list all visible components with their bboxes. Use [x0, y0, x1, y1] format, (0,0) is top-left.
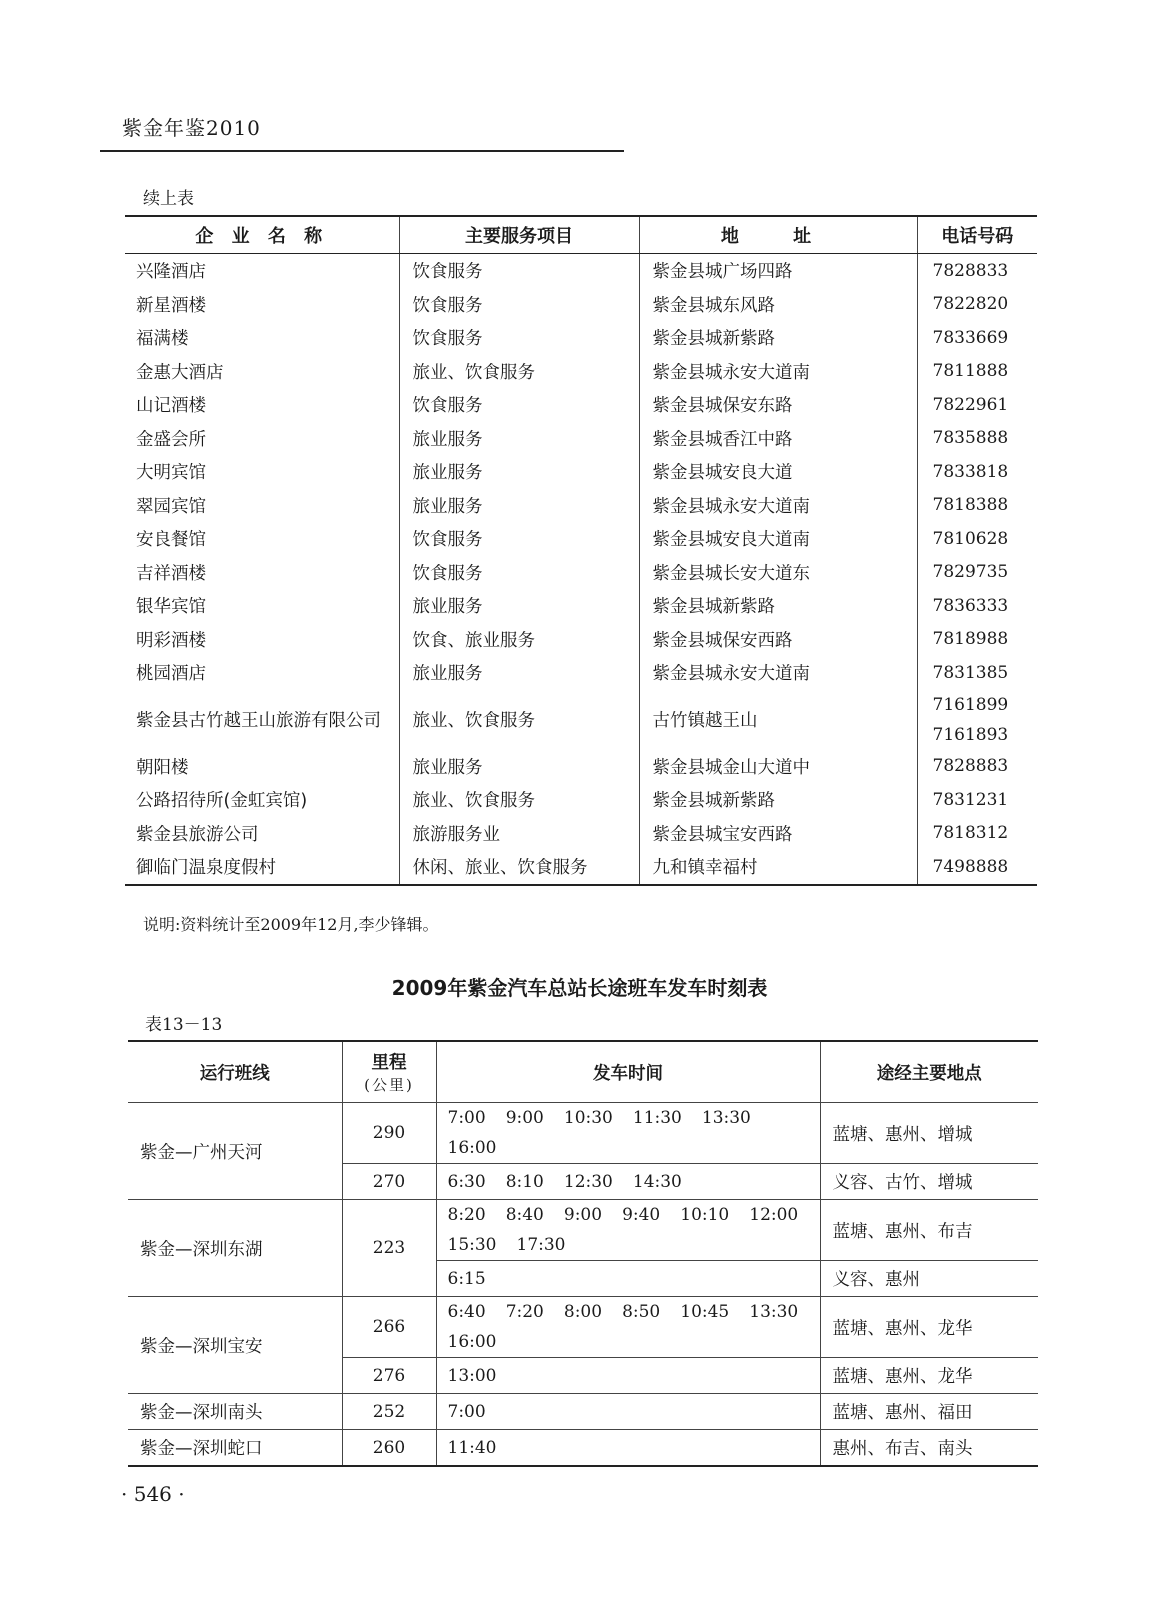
- departure-time: 16:00: [447, 1138, 497, 1158]
- phone-number: 7161893: [932, 724, 1009, 745]
- departure-time: 9:00: [505, 1108, 544, 1128]
- departure-time: 13:30: [749, 1302, 799, 1322]
- departure-time: 7:00: [447, 1401, 486, 1422]
- via-stops: 义容、惠州: [820, 1261, 1038, 1297]
- departure-times: [436, 1358, 820, 1394]
- departure-time: 10:10: [680, 1205, 730, 1225]
- running-head: 紫金年鉴2010: [122, 116, 261, 140]
- departure-times: [436, 1261, 820, 1297]
- departure-time: 6:30: [447, 1171, 486, 1192]
- departure-time: 8:10: [505, 1171, 544, 1192]
- service-item: 饮食服务: [399, 556, 639, 590]
- departure-time: 7:20: [505, 1302, 544, 1322]
- departure-times: [436, 1297, 820, 1358]
- address: 紫金县城新紫路: [639, 783, 917, 817]
- address: 紫金县城保安东路: [639, 388, 917, 422]
- departure-times: [436, 1200, 820, 1261]
- enterprise-name: 紫金县旅游公司: [136, 824, 259, 845]
- time-line: [448, 1397, 820, 1427]
- phone-cell: [917, 850, 1037, 885]
- address: 九和镇幸福村: [639, 850, 917, 885]
- address: 紫金县城金山大道中: [639, 750, 917, 784]
- phone-number: 7831385: [932, 662, 1009, 683]
- enterprise-name: 翠园宾馆: [136, 496, 206, 517]
- col-header-name: 企 业 名 称: [125, 216, 399, 254]
- route-name: 紫金—深圳蛇口: [128, 1430, 342, 1467]
- address: 紫金县城香江中路: [639, 422, 917, 456]
- address: 紫金县城新紫路: [639, 589, 917, 623]
- address: 紫金县城永安大道南: [639, 656, 917, 690]
- phone-number: 7811888: [932, 361, 1009, 382]
- address: 紫金县城广场四路: [639, 254, 917, 288]
- address: 紫金县城保安西路: [639, 623, 917, 657]
- table-row: [125, 656, 1037, 690]
- departure-time: 11:30: [632, 1108, 682, 1128]
- enterprise-name: 朝阳楼: [136, 757, 189, 778]
- departure-time: 6:40: [447, 1302, 486, 1322]
- phone-cell: [917, 321, 1037, 355]
- route-name: 紫金—深圳东湖: [128, 1200, 342, 1297]
- phone-cell: [917, 254, 1037, 288]
- table-row: [125, 556, 1037, 590]
- phone-cell: [917, 422, 1037, 456]
- table-row: [125, 522, 1037, 556]
- enterprise-name: 福满楼: [136, 329, 189, 350]
- departure-times: [436, 1394, 820, 1430]
- phone-cell: [917, 455, 1037, 489]
- service-item: 旅业、饮食服务: [399, 783, 639, 817]
- service-item: 休闲、旅业、饮食服务: [399, 850, 639, 885]
- phone-number: 7835888: [932, 428, 1009, 449]
- table-row: [125, 288, 1037, 322]
- header-rule: [100, 150, 624, 152]
- phone-number: 7833669: [932, 327, 1009, 348]
- phone-cell: [917, 355, 1037, 389]
- service-item: 旅业、饮食服务: [399, 355, 639, 389]
- schedule-row: [128, 1430, 1038, 1467]
- col-header-service: 主要服务项目: [399, 216, 639, 254]
- phone-cell: [917, 750, 1037, 784]
- enterprise-name: 银华宾馆: [136, 597, 206, 618]
- via-stops: 蓝塘、惠州、增城: [820, 1103, 1038, 1164]
- service-item: 旅业服务: [399, 656, 639, 690]
- phone-number: 7818312: [932, 823, 1009, 844]
- via-stops: 蓝塘、惠州、龙华: [820, 1358, 1038, 1394]
- phone-cell: [917, 690, 1037, 750]
- enterprise-name: 御临门温泉度假村: [125, 850, 399, 885]
- service-item: 旅业服务: [399, 589, 639, 623]
- departure-time: 7:00: [447, 1108, 486, 1128]
- table-number: 表13－13: [145, 1015, 223, 1035]
- departure-times: [436, 1430, 820, 1467]
- address: 紫金县城安良大道南: [639, 522, 917, 556]
- schedule-header-row: [128, 1041, 1038, 1103]
- table-header-row: [125, 216, 1037, 254]
- phone-number: 7836333: [932, 595, 1009, 616]
- schedule-row: [128, 1297, 1038, 1358]
- table-row: [125, 489, 1037, 523]
- via-stops: 蓝塘、惠州、福田: [820, 1394, 1038, 1430]
- enterprise-table-body: [125, 254, 1037, 885]
- service-item: 饮食、旅业服务: [399, 623, 639, 657]
- departure-time: 17:30: [516, 1235, 566, 1255]
- via-stops: 蓝塘、惠州、龙华: [820, 1297, 1038, 1358]
- table-row: [125, 422, 1037, 456]
- time-line: [448, 1297, 820, 1327]
- departure-time: 11:40: [447, 1437, 497, 1458]
- phone-cell: [917, 522, 1037, 556]
- enterprise-name: 明彩酒楼: [136, 630, 206, 651]
- distance: 290: [342, 1103, 436, 1164]
- departure-time: 13:00: [447, 1365, 497, 1386]
- address: 紫金县城东风路: [639, 288, 917, 322]
- address: 紫金县城新紫路: [639, 321, 917, 355]
- departure-time: 10:45: [680, 1302, 730, 1322]
- distance: 252: [342, 1394, 436, 1430]
- continued-label: 续上表: [143, 189, 194, 209]
- time-line: [448, 1230, 820, 1260]
- distance: 270: [342, 1164, 436, 1200]
- table-row: [125, 817, 1037, 851]
- route-name: 紫金—深圳南头: [128, 1394, 342, 1430]
- departure-time: 6:15: [447, 1268, 486, 1289]
- page-number: · 546 ·: [121, 1482, 185, 1506]
- address: 紫金县城长安大道东: [639, 556, 917, 590]
- col-header-times: 发车时间: [436, 1041, 820, 1103]
- departure-time: 9:00: [563, 1205, 603, 1225]
- address: 紫金县城永安大道南: [639, 489, 917, 523]
- schedule-title: 2009年紫金汽车总站长途班车发车时刻表: [391, 976, 768, 1000]
- departure-time: 8:20: [447, 1205, 486, 1225]
- distance-label: 里程: [371, 1053, 407, 1073]
- time-line: [448, 1327, 820, 1357]
- via-stops: 惠州、布吉、南头: [820, 1430, 1038, 1467]
- service-item: 饮食服务: [399, 522, 639, 556]
- table-note: 说明:资料统计至2009年12月,李少锋辑。: [143, 915, 439, 934]
- departure-time: 8:00: [563, 1302, 603, 1322]
- distance: 276: [342, 1358, 436, 1394]
- col-header-address: 地 址: [639, 216, 917, 254]
- phone-number: 7818388: [932, 495, 1009, 516]
- enterprise-name: 兴隆酒店: [136, 262, 206, 283]
- table-row: [125, 388, 1037, 422]
- time-line: [448, 1264, 820, 1294]
- phone-cell: [917, 388, 1037, 422]
- phone-cell: [917, 656, 1037, 690]
- table-row: [125, 321, 1037, 355]
- departure-time: 14:30: [632, 1171, 682, 1192]
- phone-number: 7833818: [932, 461, 1009, 482]
- departure-time: 15:30: [447, 1235, 497, 1255]
- departure-time: 16:00: [447, 1332, 497, 1352]
- time-line: [448, 1167, 820, 1197]
- address: 紫金县城宝安西路: [639, 817, 917, 851]
- table-row: [125, 690, 1037, 750]
- phone-number: 7498888: [932, 856, 1009, 877]
- service-item: 旅业服务: [399, 489, 639, 523]
- time-line: [448, 1433, 820, 1463]
- distance: 260: [342, 1430, 436, 1467]
- enterprise-name: 山记酒楼: [136, 396, 206, 417]
- phone-number: 7828833: [932, 260, 1009, 281]
- col-header-distance: [342, 1041, 436, 1103]
- service-item: 饮食服务: [399, 388, 639, 422]
- table-row: [125, 783, 1037, 817]
- enterprise-name: 金惠大酒店: [136, 362, 224, 383]
- enterprise-name: 桃园酒店: [136, 664, 206, 685]
- distance-unit: (公里): [364, 1076, 414, 1094]
- col-header-via: 途经主要地点: [820, 1041, 1038, 1103]
- time-line: [448, 1361, 820, 1391]
- departure-time: 8:40: [505, 1205, 544, 1225]
- enterprise-name: 吉祥酒楼: [136, 563, 206, 584]
- phone-cell: [917, 489, 1037, 523]
- departure-time: 13:30: [701, 1108, 751, 1128]
- service-item: 饮食服务: [399, 288, 639, 322]
- phone-cell: [917, 288, 1037, 322]
- address: 紫金县城安良大道: [639, 455, 917, 489]
- route-name: 紫金—深圳宝安: [128, 1297, 342, 1394]
- service-item: 饮食服务: [399, 321, 639, 355]
- service-item: 旅业服务: [399, 455, 639, 489]
- departure-time: 9:40: [622, 1205, 661, 1225]
- phone-cell: [917, 817, 1037, 851]
- phone-cell: [917, 783, 1037, 817]
- service-item: 旅游服务业: [399, 817, 639, 851]
- service-item: 旅业、饮食服务: [399, 690, 639, 750]
- departure-time: 12:00: [749, 1205, 799, 1225]
- enterprise-name: 大明宾馆: [136, 463, 206, 484]
- table-row: [125, 750, 1037, 784]
- table-row: [125, 455, 1037, 489]
- col-header-route: 运行班线: [128, 1041, 342, 1103]
- phone-number: 7818988: [932, 629, 1009, 650]
- schedule-table-body: [128, 1103, 1038, 1467]
- service-item: 旅业服务: [399, 750, 639, 784]
- distance: 266: [342, 1297, 436, 1358]
- service-item: 旅业服务: [399, 422, 639, 456]
- schedule-row: [128, 1394, 1038, 1430]
- schedule-row: [128, 1103, 1038, 1164]
- phone-number: 7831231: [932, 789, 1009, 810]
- schedule-row: [128, 1200, 1038, 1261]
- departure-times: [436, 1164, 820, 1200]
- phone-cell: [917, 589, 1037, 623]
- enterprise-table: [125, 215, 1037, 886]
- departure-time: 8:50: [622, 1302, 661, 1322]
- phone-number: 7161899: [932, 694, 1009, 715]
- table-row: [125, 355, 1037, 389]
- departure-time: 12:30: [563, 1171, 613, 1192]
- table-row: [125, 254, 1037, 288]
- enterprise-name: 公路招待所(金虹宾馆): [136, 791, 308, 812]
- phone-number: 7828883: [932, 756, 1009, 777]
- phone-cell: [917, 623, 1037, 657]
- enterprise-name: 新星酒楼: [136, 295, 206, 316]
- phone-number: 7822820: [932, 294, 1009, 315]
- time-line: [448, 1200, 820, 1230]
- route-name: 紫金—广州天河: [128, 1103, 342, 1200]
- enterprise-name: 金盛会所: [136, 429, 206, 450]
- table-row: [125, 589, 1037, 623]
- departure-time: 10:30: [563, 1108, 613, 1128]
- address: 紫金县城永安大道南: [639, 355, 917, 389]
- phone-number: 7829735: [932, 562, 1009, 583]
- via-stops: 义容、古竹、增城: [820, 1164, 1038, 1200]
- table-row: [125, 623, 1037, 657]
- enterprise-name: 安良餐馆: [136, 530, 206, 551]
- via-stops: 蓝塘、惠州、布吉: [820, 1200, 1038, 1261]
- phone-number: 7810628: [932, 528, 1009, 549]
- distance: 223: [342, 1200, 436, 1297]
- service-item: 饮食服务: [399, 254, 639, 288]
- time-line: [448, 1103, 820, 1163]
- departure-times: [436, 1103, 820, 1164]
- address: 古竹镇越王山: [639, 690, 917, 750]
- phone-number: 7822961: [932, 394, 1009, 415]
- table-row: [125, 850, 1037, 885]
- schedule-table: [128, 1040, 1038, 1467]
- col-header-phone: 电话号码: [917, 216, 1037, 254]
- enterprise-name: 紫金县古竹越王山旅游有限公司: [136, 711, 381, 731]
- phone-cell: [917, 556, 1037, 590]
